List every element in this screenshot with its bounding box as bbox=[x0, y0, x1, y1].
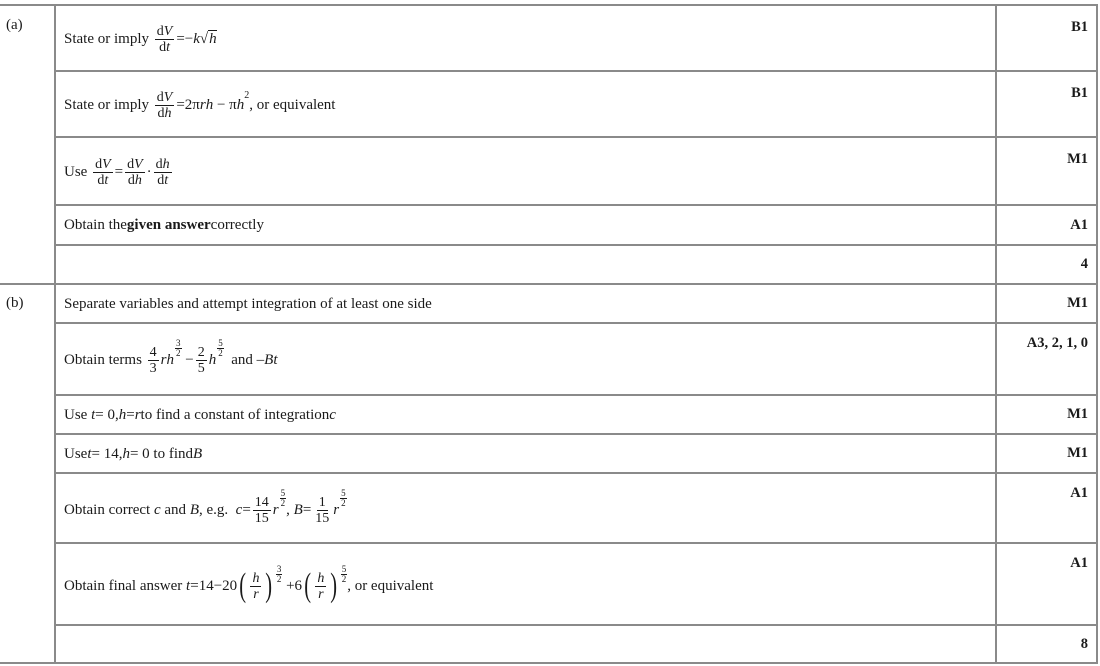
part-total: 8 bbox=[1080, 636, 1088, 652]
derivative-dV-dt: $\frac{dV}{dt}$ bbox=[156, 23, 173, 55]
mark-badge: B1 bbox=[1071, 85, 1088, 101]
scheme-row: Obtain correct c and B , e.g. c = $\frac{14}{15}$ r 5 2 , B = $\frac{1}{15}$ r 5 2 bbox=[64, 487, 346, 526]
part-column-divider bbox=[54, 4, 56, 664]
scheme-row bbox=[64, 285, 432, 323]
row-text: Obtain correct bbox=[64, 501, 154, 518]
row-suffix: , or equivalent bbox=[347, 577, 434, 594]
row-text: Use bbox=[64, 163, 88, 180]
mark-badge: A1 bbox=[1070, 485, 1088, 501]
mark-badge: A3, 2, 1, 0 bbox=[1026, 335, 1088, 351]
part-total: 4 bbox=[1080, 256, 1088, 272]
row-text: Obtain terms bbox=[64, 351, 142, 368]
mark-badge: M1 bbox=[1067, 151, 1088, 167]
part-label-a: (a) bbox=[6, 17, 23, 33]
scheme-row bbox=[64, 206, 264, 244]
mark-badge: M1 bbox=[1067, 406, 1088, 422]
mark-column-divider bbox=[995, 4, 997, 664]
mark-badge: B1 bbox=[1071, 19, 1088, 35]
scheme-row: Use $\frac{dV}{dt}$ = $\frac{dV}{dh}$ · $\frac{dh}{dt}$ bbox=[64, 156, 170, 188]
mark-badge: A1 bbox=[1070, 555, 1088, 571]
row-text: State or imply bbox=[64, 96, 149, 113]
bold-text: given answer bbox=[126, 216, 211, 233]
scheme-row: State or imply $\frac{dV}{dt}$ = − k √ h bbox=[64, 23, 217, 55]
row-suffix: , or equivalent bbox=[249, 96, 336, 113]
scheme-row: State or imply $\frac{dV}{dh}$ = 2π r h − π h 2 , or equivalent bbox=[64, 89, 336, 121]
row-divider bbox=[55, 136, 1098, 138]
mark-badge: M1 bbox=[1067, 295, 1088, 311]
row-divider bbox=[55, 542, 1098, 544]
table-bottom-border bbox=[0, 662, 1098, 664]
derivative-dV-dh: $\frac{dV}{dh}$ bbox=[156, 89, 173, 121]
row-divider bbox=[55, 624, 1098, 626]
table-right-border bbox=[1096, 4, 1098, 664]
mark-badge: A1 bbox=[1070, 217, 1088, 233]
row-divider bbox=[55, 244, 1098, 246]
scheme-row: Use t = 14, h = 0 to find B bbox=[64, 445, 203, 462]
row-text: Obtain final answer bbox=[64, 577, 183, 594]
row-text: correctly bbox=[210, 216, 264, 233]
row-text: Obtain the bbox=[64, 216, 127, 233]
table-top-border bbox=[0, 4, 1098, 6]
row-divider bbox=[55, 70, 1098, 72]
row-divider bbox=[55, 472, 1098, 474]
row-text: State or imply bbox=[64, 30, 149, 47]
scheme-row: Use t = 0, h = r to find a constant of integration c bbox=[64, 406, 336, 423]
scheme-row: Obtain terms $\frac{4}{3}$ r h 3 2 − $\frac{2}{5}$ h 5 2 and – B t bbox=[64, 337, 278, 376]
mark-badge: M1 bbox=[1067, 445, 1088, 461]
scheme-row: Obtain final answer t = 14 − 20 ( $\frac{h}{r}$ ) 3 2 + 6 ( $\frac{h}{r}$ ) 5 2 , or equivalent bbox=[64, 563, 434, 604]
row-text: Separate variables and attempt integration of at least one side bbox=[64, 295, 432, 312]
part-label-b: (b) bbox=[6, 295, 24, 311]
